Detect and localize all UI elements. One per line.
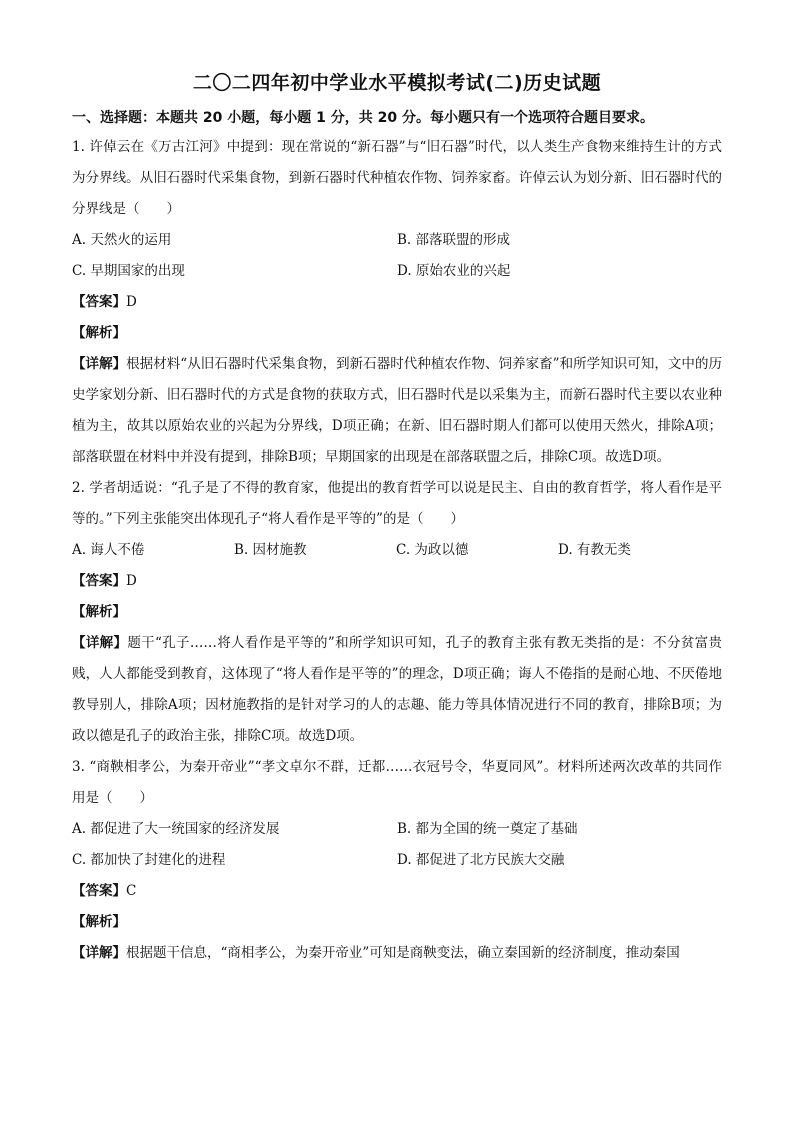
answer-line: [72, 876, 722, 907]
answer-value: D: [126, 294, 137, 310]
analysis-line: [72, 318, 722, 349]
option-list: [72, 225, 722, 287]
analysis-line: [72, 597, 722, 628]
option-a: A. 天然火的运用: [72, 232, 172, 248]
detail-label: 【详解】: [72, 356, 127, 372]
option-a: A. 都促进了大一统国家的经济发展: [72, 821, 280, 837]
detail-text: 根据材料“从旧石器时代采集食物，到新石器时代种植农作物、饲养家畜”和所学知识可知，文中的历史学家划分新、旧石器时代的方式是食物的获取方式，旧石器时代是以采集为主，而新石器时代主要以农业种植为主，故其以原始农业的兴起为分界线，D项正确；在新、旧石器时期人们都可以使用天然火，排除A项；部落联盟在材料中并没有提到，排除B项；早期国家的出现是在部落联盟之后，排除C项。故选D项。: [72, 356, 722, 465]
detail-label: 【详解】: [72, 635, 128, 651]
answer-value: C: [126, 883, 137, 899]
detail-paragraph: [72, 938, 722, 969]
option-list: [72, 814, 722, 876]
option-b: B. 部落联盟的形成: [397, 232, 511, 248]
question-3: [72, 752, 722, 969]
option-b: B. 因材施教: [234, 542, 307, 558]
analysis-label: 【解析】: [72, 914, 126, 930]
option-c: C. 都加快了封建化的进程: [72, 852, 226, 868]
option-d: D. 有教无类: [558, 542, 631, 558]
question-1: [72, 132, 722, 473]
detail-paragraph: [72, 628, 722, 752]
option-a: A. 诲人不倦: [72, 542, 145, 558]
option-b: B. 都为全国的统一奠定了基础: [397, 821, 578, 837]
question-stem: 3. “商鞅相孝公，为秦开帝业”“孝文卓尔不群，迁都……衣冠号令，华夏同风”。材料所述两次改革的共同作用是（ ）: [72, 759, 722, 806]
analysis-line: [72, 907, 722, 938]
option-c: C. 早期国家的出现: [72, 263, 185, 279]
question-stem: 2. 学者胡适说：“孔子是了不得的教育家，他提出的教育哲学可以说是民主、自由的教育哲学，将人看作是平等的。”下列主张能突出体现孔子“将人看作是平等的”的是（ ）: [72, 480, 722, 527]
detail-text: 题干“孔子……将人看作是平等的”和所学知识可知，孔子的教育主张有教无类指的是：不分贫富贵贱，人人都能受到教育，这体现了“将人看作是平等的”的理念，D项正确；诲人不倦指的是耐心地、不厌倦地教导别人，排除A项；因材施教指的是针对学习的人的志趣、能力等具体情况进行不同的教育，排除B项；为政以德是孔子的政治主张，排除C项。故选D项。: [72, 635, 722, 744]
answer-line: [72, 566, 722, 597]
analysis-label: 【解析】: [72, 325, 126, 341]
exam-title: 二〇二四年初中学业水平模拟考试(二)历史试题: [192, 72, 602, 94]
detail-text: 根据题干信息，“商相孝公，为秦开帝业”可知是商鞅变法，确立秦国新的经济制度，推动秦国: [126, 945, 680, 961]
analysis-label: 【解析】: [72, 604, 126, 620]
detail-label: 【详解】: [72, 945, 126, 961]
option-d: D. 都促进了北方民族大交融: [397, 852, 565, 868]
answer-label: 【答案】: [72, 883, 126, 899]
detail-paragraph: [72, 349, 722, 473]
answer-label: 【答案】: [72, 294, 126, 310]
answer-label: 【答案】: [72, 573, 126, 589]
option-list: [72, 535, 722, 566]
answer-value: D: [126, 573, 137, 589]
option-c: C. 为政以德: [396, 542, 469, 558]
question-stem: 1. 许倬云在《万古江河》中提到：现在常说的“新石器”与“旧石器”时代，以人类生产食物来维持生计的方式为分界线。从旧石器时代采集食物，到新石器时代种植农作物、饲养家畜。许倬云认为划分新、旧石器时代的分界线是（ ）: [72, 139, 722, 217]
section-heading: 一、选择题：本题共 20 小题，每小题 1 分，共 20 分。每小题只有一个选项符合题目要求。: [72, 110, 654, 126]
option-d: D. 原始农业的兴起: [397, 263, 511, 279]
question-2: [72, 473, 722, 752]
answer-line: [72, 287, 722, 318]
